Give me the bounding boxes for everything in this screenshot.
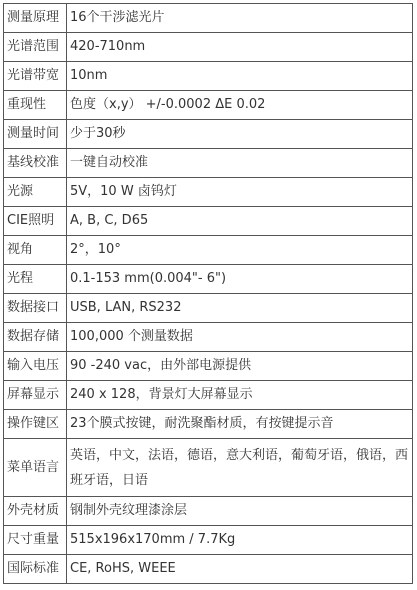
spec-label: 操作键区 <box>4 410 67 439</box>
spec-value: 一键自动校准 <box>67 149 413 178</box>
spec-value: 420-710nm <box>67 33 413 62</box>
spec-row <box>4 120 413 149</box>
spec-value: CE, RoHS, WEEE <box>67 555 413 584</box>
spec-row <box>4 352 413 381</box>
spec-value: USB, LAN, RS232 <box>67 294 413 323</box>
spec-row <box>4 439 413 497</box>
spec-row <box>4 149 413 178</box>
spec-label: 视角 <box>4 236 67 265</box>
spec-value: 23个膜式按键，耐洗聚酯材质，有按键提示音 <box>67 410 413 439</box>
spec-label: 基线校准 <box>4 149 67 178</box>
spec-label: CIE照明 <box>4 207 67 236</box>
spec-row <box>4 323 413 352</box>
spec-row <box>4 410 413 439</box>
spec-label: 国际标准 <box>4 555 67 584</box>
spec-value: 10nm <box>67 62 413 91</box>
spec-row <box>4 294 413 323</box>
spec-value: 515x196x170mm / 7.7Kg <box>67 526 413 555</box>
spec-value: 16个干涉滤光片 <box>67 4 413 33</box>
spec-row <box>4 381 413 410</box>
spec-value: 0.1-153 mm(0.004"- 6") <box>67 265 413 294</box>
spec-label: 光源 <box>4 178 67 207</box>
spec-value: 英语，中文，法语，德语，意大利语，葡萄牙语，俄语，西班牙语，日语 <box>67 439 413 497</box>
spec-label: 外壳材质 <box>4 497 67 526</box>
spec-value: 少于30秒 <box>67 120 413 149</box>
spec-label: 光程 <box>4 265 67 294</box>
spec-row <box>4 265 413 294</box>
spec-label: 数据存储 <box>4 323 67 352</box>
spec-label: 光谱范围 <box>4 33 67 62</box>
spec-table <box>3 3 413 584</box>
spec-row <box>4 497 413 526</box>
spec-label: 重现性 <box>4 91 67 120</box>
spec-value: 240 x 128，背景灯大屏幕显示 <box>67 381 413 410</box>
spec-value: 色度（x,y） +/-0.0002 ΔE 0.02 <box>67 91 413 120</box>
spec-label: 光谱带宽 <box>4 62 67 91</box>
spec-label: 菜单语言 <box>4 439 67 497</box>
spec-label: 测量时间 <box>4 120 67 149</box>
spec-value: A, B, C, D65 <box>67 207 413 236</box>
spec-row <box>4 236 413 265</box>
spec-label: 测量原理 <box>4 4 67 33</box>
spec-value: 钢制外壳纹理漆涂层 <box>67 497 413 526</box>
spec-row <box>4 91 413 120</box>
spec-row <box>4 4 413 33</box>
spec-label: 数据接口 <box>4 294 67 323</box>
spec-value: 100,000 个测量数据 <box>67 323 413 352</box>
spec-row <box>4 526 413 555</box>
spec-row <box>4 33 413 62</box>
spec-row <box>4 178 413 207</box>
spec-row <box>4 207 413 236</box>
spec-label: 屏幕显示 <box>4 381 67 410</box>
spec-row <box>4 555 413 584</box>
spec-label: 尺寸重量 <box>4 526 67 555</box>
spec-label: 输入电压 <box>4 352 67 381</box>
spec-row <box>4 62 413 91</box>
spec-value: 2°，10° <box>67 236 413 265</box>
spec-table-body <box>4 4 413 584</box>
spec-value: 5V，10 W 卤钨灯 <box>67 178 413 207</box>
spec-value: 90 -240 vac，由外部电源提供 <box>67 352 413 381</box>
